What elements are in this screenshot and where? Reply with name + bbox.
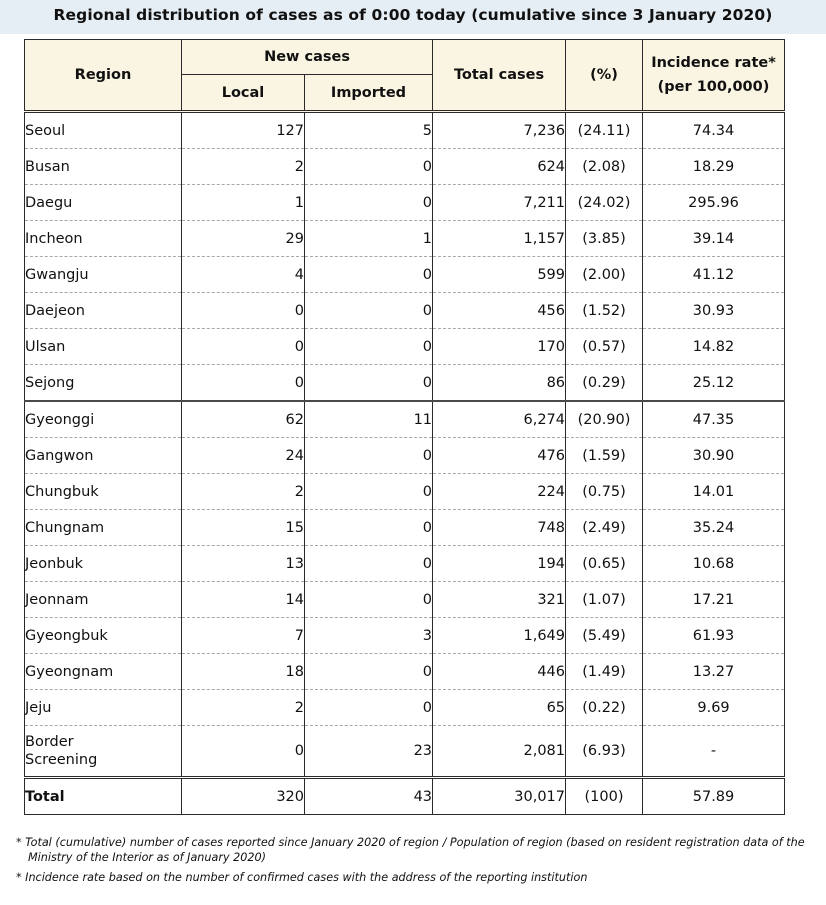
cell-local: 1 [182,185,305,221]
cell-percent: (0.57) [566,329,643,365]
header-row [25,40,785,75]
cell-percent: (0.22) [566,690,643,726]
cell-total: 446 [433,654,566,690]
table-row [25,365,785,402]
table-row [25,546,785,582]
cell-local: 14 [182,582,305,618]
cell-total: 476 [433,438,566,474]
cell-imported: 0 [305,149,433,185]
cell-imported: 0 [305,546,433,582]
cell-total: 1,157 [433,221,566,257]
cell-local: 18 [182,654,305,690]
cell-rate: 13.27 [643,654,785,690]
cell-local: 15 [182,510,305,546]
table-row [25,618,785,654]
table-row [25,293,785,329]
cell-percent: (1.49) [566,654,643,690]
cell-imported: 0 [305,474,433,510]
footnote: * Incidence rate based on the number of confirmed cases with the address of the reporting institution [16,871,588,884]
cell-total: 321 [433,582,566,618]
cell-total: 30,017 [433,778,566,815]
cell-region: Jeonbuk [25,546,182,582]
cell-region: Seoul [25,112,182,149]
header-percent: (%) [566,40,643,112]
cell-total: 7,236 [433,112,566,149]
table-row [25,401,785,438]
table-title: Regional distribution of cases as of 0:00 today (cumulative since 3 January 2020) [53,6,773,24]
cell-total: 170 [433,329,566,365]
cell-local: 0 [182,293,305,329]
cell-rate: 14.01 [643,474,785,510]
cell-percent: (24.11) [566,112,643,149]
cell-rate: 30.93 [643,293,785,329]
cell-rate: 10.68 [643,546,785,582]
table-row [25,582,785,618]
table-row [25,329,785,365]
cell-rate: 295.96 [643,185,785,221]
cell-region: Gyeongnam [25,654,182,690]
cell-percent: (2.00) [566,257,643,293]
cell-imported: 0 [305,293,433,329]
cell-percent: (20.90) [566,401,643,438]
cell-region: Gyeongbuk [25,618,182,654]
cell-imported: 3 [305,618,433,654]
cell-local: 127 [182,112,305,149]
cell-rate: 74.34 [643,112,785,149]
cell-region: Jeonnam [25,582,182,618]
cell-imported: 43 [305,778,433,815]
cell-rate: 61.93 [643,618,785,654]
cell-region: Gwangju [25,257,182,293]
regional-cases-table [24,39,785,815]
header-incidence-line1: Incidence rate* [651,55,776,71]
cell-local: 13 [182,546,305,582]
table-row [25,726,785,778]
cell-percent: (6.93) [566,726,643,778]
cell-rate: 18.29 [643,149,785,185]
cell-rate: 35.24 [643,510,785,546]
cell-imported: 5 [305,112,433,149]
cell-local: 2 [182,149,305,185]
cell-imported: 0 [305,438,433,474]
cell-rate: 9.69 [643,690,785,726]
cell-rate: 17.21 [643,582,785,618]
cell-local: 2 [182,690,305,726]
cell-total: 748 [433,510,566,546]
cell-imported: 0 [305,365,433,402]
header-new-cases: New cases [182,40,433,75]
table-row [25,474,785,510]
cell-local: 24 [182,438,305,474]
cell-imported: 0 [305,582,433,618]
cell-rate: 47.35 [643,401,785,438]
table-row [25,149,785,185]
cell-total: 65 [433,690,566,726]
cell-region: Chungnam [25,510,182,546]
cell-region: Daegu [25,185,182,221]
cell-total: 456 [433,293,566,329]
cell-imported: 0 [305,257,433,293]
cell-local: 29 [182,221,305,257]
cell-region: Total [25,778,182,815]
cell-region: Daejeon [25,293,182,329]
table-row [25,185,785,221]
header-local: Local [182,75,305,112]
cell-total: 7,211 [433,185,566,221]
cell-percent: (0.65) [566,546,643,582]
cell-region: Gyeonggi [25,401,182,438]
cell-local: 0 [182,329,305,365]
header-incidence-rate [643,40,785,112]
cell-region: Ulsan [25,329,182,365]
cell-region: Chungbuk [25,474,182,510]
table-row [25,112,785,149]
cell-rate: 30.90 [643,438,785,474]
cell-local: 7 [182,618,305,654]
cell-rate: 25.12 [643,365,785,402]
cell-local: 0 [182,726,305,778]
cell-percent: (1.59) [566,438,643,474]
cell-region: Incheon [25,221,182,257]
cell-percent: (0.29) [566,365,643,402]
header-region: Region [25,40,182,112]
cell-percent: (1.52) [566,293,643,329]
cell-imported: 0 [305,654,433,690]
cell-local: 0 [182,365,305,402]
table-row [25,221,785,257]
cell-percent: (2.08) [566,149,643,185]
cell-local: 62 [182,401,305,438]
total-row [25,778,785,815]
table-row [25,690,785,726]
cell-rate: 57.89 [643,778,785,815]
cell-imported: 0 [305,510,433,546]
footnote: * Total (cumulative) number of cases reported since January 2020 of region / Population of region (based on resident registration data of the Ministry of the Interior as of January 2020) [16,836,805,864]
cell-total: 624 [433,149,566,185]
table-row [25,654,785,690]
cell-rate: - [643,726,785,778]
cell-region-line1: Border [25,734,74,750]
cell-region: Sejong [25,365,182,402]
cell-percent: (100) [566,778,643,815]
cell-local: 320 [182,778,305,815]
cell-rate: 41.12 [643,257,785,293]
cell-percent: (24.02) [566,185,643,221]
cell-local: 2 [182,474,305,510]
table-row [25,438,785,474]
cell-total: 194 [433,546,566,582]
cell-total: 599 [433,257,566,293]
cell-percent: (1.07) [566,582,643,618]
cell-percent: (0.75) [566,474,643,510]
header-total-cases: Total cases [433,40,566,112]
cell-local: 4 [182,257,305,293]
cell-percent: (2.49) [566,510,643,546]
cell-total: 224 [433,474,566,510]
cell-region: Jeju [25,690,182,726]
cell-total: 2,081 [433,726,566,778]
header-incidence-line2: (per 100,000) [657,79,770,95]
cell-rate: 39.14 [643,221,785,257]
cell-imported: 23 [305,726,433,778]
footnotes [12,835,820,890]
cell-imported: 0 [305,329,433,365]
cell-rate: 14.82 [643,329,785,365]
table-row [25,510,785,546]
cell-region: Busan [25,149,182,185]
header-imported: Imported [305,75,433,112]
cell-total: 86 [433,365,566,402]
cell-region [25,726,182,778]
cell-imported: 1 [305,221,433,257]
cell-region: Gangwon [25,438,182,474]
cell-region-line2: Screening [25,752,98,768]
cell-total: 6,274 [433,401,566,438]
cell-percent: (3.85) [566,221,643,257]
cell-total: 1,649 [433,618,566,654]
table-row [25,257,785,293]
cell-imported: 0 [305,690,433,726]
cell-percent: (5.49) [566,618,643,654]
cell-imported: 11 [305,401,433,438]
cell-imported: 0 [305,185,433,221]
